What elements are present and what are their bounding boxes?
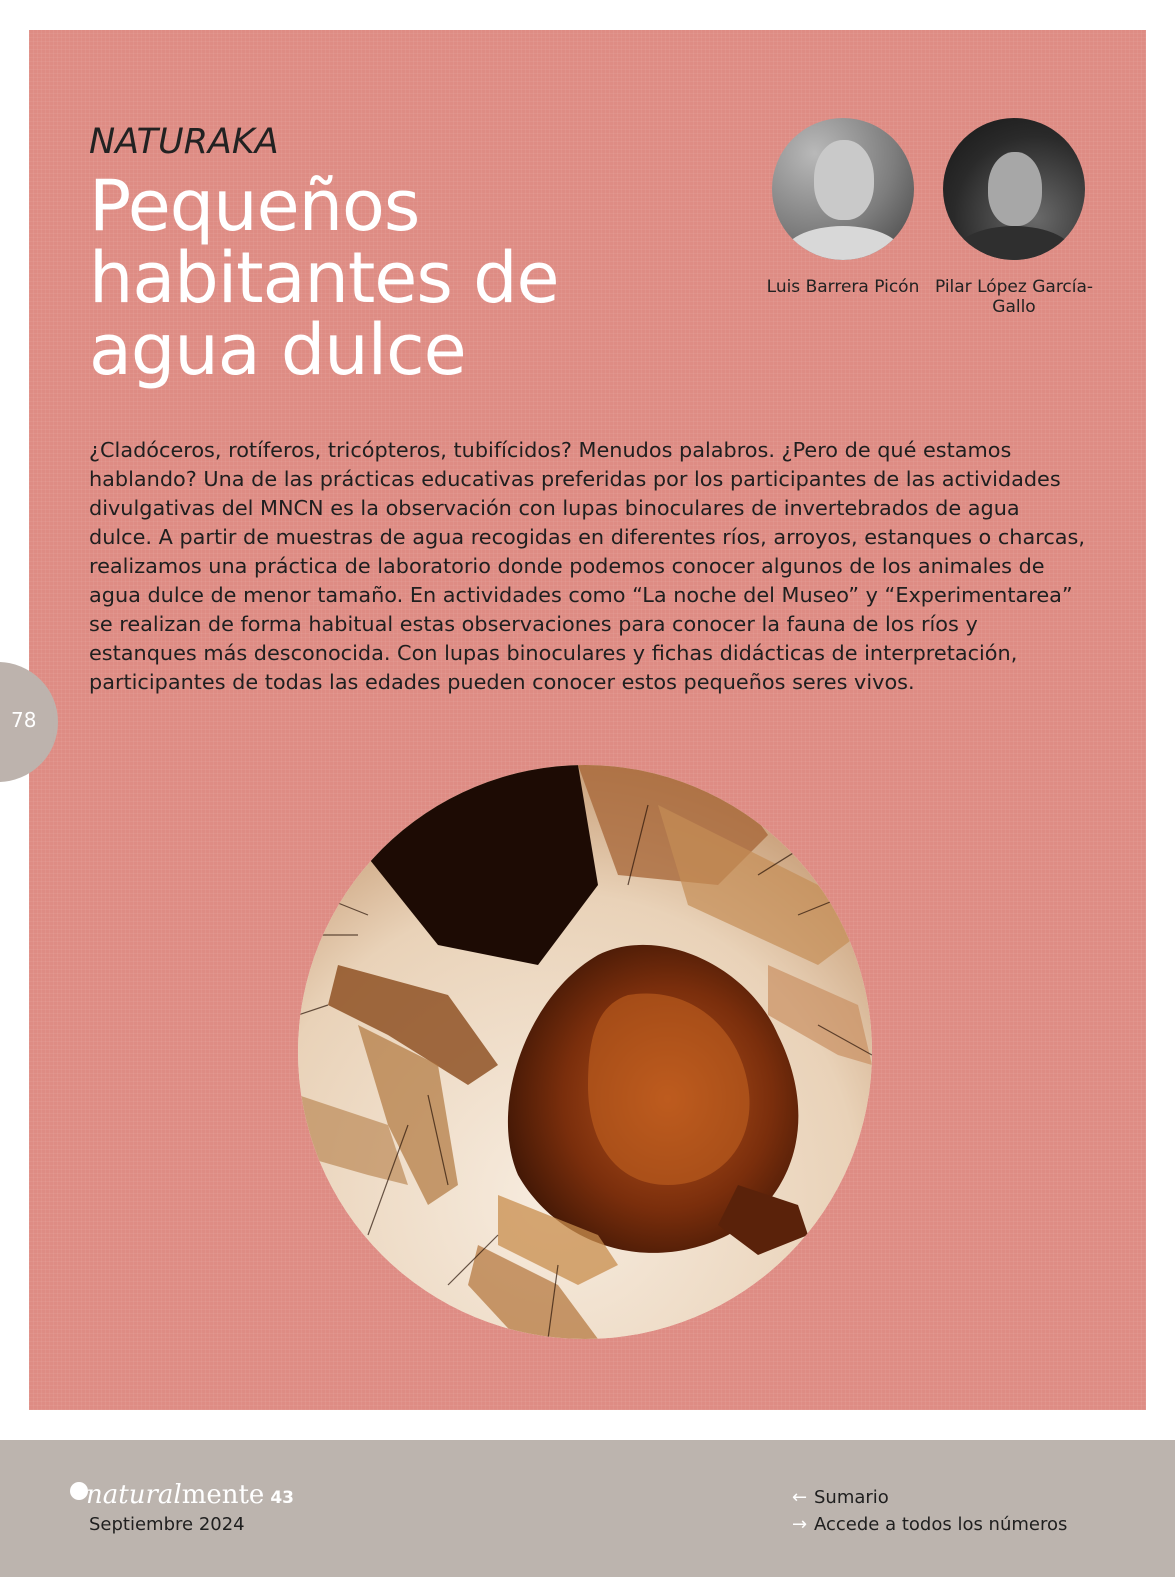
sumario-label: Sumario <box>814 1487 889 1508</box>
all-issues-link[interactable] <box>792 1514 1067 1535</box>
microscope-photo <box>298 765 872 1339</box>
all-issues-label: Accede a todos los números <box>814 1514 1068 1535</box>
issue-number: 43 <box>270 1488 294 1508</box>
sumario-link[interactable] <box>792 1487 889 1508</box>
invertebrate-illustration <box>298 765 872 1339</box>
author-photo <box>943 118 1085 260</box>
page-number: 78 <box>11 708 37 732</box>
magazine-logo: naturalmente 43 <box>70 1480 294 1510</box>
article-title: Pequeños habitantes de agua dulce <box>89 165 559 391</box>
issue-date: Septiembre 2024 <box>89 1514 245 1535</box>
author-photo <box>772 118 914 260</box>
author-name: Luis Barrera Picón <box>766 277 920 297</box>
author-name: Pilar López García-Gallo <box>934 277 1094 317</box>
arrow-left-icon: ← <box>792 1487 808 1508</box>
intro-paragraph: ¿Cladóceros, rotíferos, tricópteros, tubifícidos? Menudos palabros. ¿Pero de qué estamos hablando? Una de las prácticas educativas preferidas por los participantes de las actividades divulgativas del MNCN es la observación con lupas binoculares de invertebrados de agua dulce. A partir de muestras de agua recogidas en diferentes ríos, arroyos, estanques o charcas, realizamos una práctica de laboratorio donde podemos conocer algunos de los animales de agua dulce de menor tamaño. En actividades como “La noche del Museo” y “Experimentarea” se realizan de forma habitual estas observaciones para conocer la fauna de los ríos y estanques más desconocida. Con lupas binoculares y fichas didácticas de interpretación, participantes de todas las edades pueden conocer estos pequeños seres vivos. <box>89 438 1085 694</box>
author-card <box>914 118 1114 317</box>
section-label: NATURAKA <box>89 122 279 162</box>
arrow-right-icon: → <box>792 1514 808 1535</box>
author-card <box>743 118 943 297</box>
